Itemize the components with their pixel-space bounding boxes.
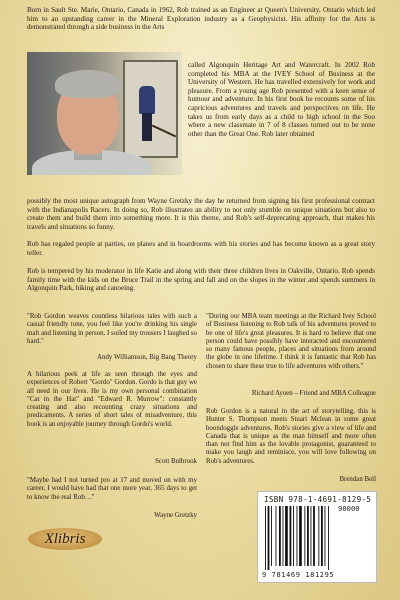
bio-paragraph-family: Rob is tempered by his moderator in life Katie and along with their three children lives in Oakville, Ontario. Rob spends family time with the kids on the Bruce Trail in the spring and fall and on the slopes in the winter and spends summers in Algonquin Park, hiking and canoeing. (27, 267, 375, 293)
testimonial-quote: "Maybe had I not turned pro at 17 and moved on with my career, I would have had that one more year, 365 days to get to know the real Rob…" (27, 477, 197, 501)
testimonial-quote: "Rob Gordon weaves countless hilarious tales with such a casual friendly tone, you feel like you're drinking his single malt and listening in person. I soiled my trousers I laughed so hard." (27, 313, 197, 345)
testimonial-author: Andy Williamson, Big Bang Theory (97, 354, 197, 361)
isbn-barcode (257, 491, 377, 583)
testimonial-quote: Rob Gordon is a natural in the art of storytelling, this is Hunter S. Thompson meets Stuart Mclean in some great boondoggle adventures. Rob's stories give a view of life and Canada that is unique as the man himself and more often than not find him as the lovable protagonist, guaranteed to make you laugh and reminisce, you will love following on Rob's adventures. (206, 408, 376, 465)
barcode-bar (271, 506, 272, 566)
testimonial-author: Richard Ayuen – Friend and MBA Colleague (251, 390, 376, 397)
barcode-bars (264, 506, 334, 570)
barcode-bar (325, 506, 326, 566)
price-code: 90000 (338, 504, 360, 513)
barcode-bar (297, 506, 298, 566)
barcode-bar (328, 506, 329, 570)
barcode-bar (276, 506, 277, 566)
testimonial-quote: A hilarious peek at life as seen through the eyes and experiences of Robert "Gordo" Gordon. Gordo is that guy we all need in our lives. He is my own personal combination "Cat in the Hat" and "Edward R. Murrow": constantly creating and also recounting crazy situations and predicaments. A series of short tales of misadventure, this book is an enjoyable journey through Gordo's world. (27, 371, 197, 428)
barcode-bar (311, 506, 312, 566)
barcode-bar (265, 506, 266, 570)
isbn-number: ISBN 978-1-4691-8129-5 (264, 495, 372, 504)
bio-paragraph-right: called Algonquin Heritage Art and Watercraft. In 2002 Rob completed his MBA at the IVEY School of Business at the University of Western. He has travelled extensively for work and pleasure. From a young age Rob presented with a keen sense of humour and adventure. In his first book he recounts some of his capricious adventures and travels and perspectives on life. He takes us from early days as a child to high school in the Soo where a new classmate in 7 of 8 classes turned out to be none other than the Great One. Rob later obtained (188, 61, 375, 138)
barcode-bar (313, 506, 315, 566)
hockey-player-figure (139, 86, 155, 114)
hockey-player-legs (142, 113, 152, 141)
barcode-bar (268, 506, 270, 570)
bio-paragraph-wide: possibly the most unique autograph from Wayne Gretzky the day he returned from signing his first professional contract with the Indianapolis Racers. In doing so, Rob illustrates an ability to not only stumble on unique situations but also to create them and build them into something more. It is this theme, and Rob's self-deprecating approach, that makes his travels and situations so funny. (27, 197, 375, 231)
author-photo (27, 52, 182, 175)
bio-paragraph-top: Born in Sault Ste. Marie, Ontario, Canada in 1962, Rob trained as an Engineer at Queen's University, Ontario which led him to an upstanding career in the Mineral Exploration industry as a Geophysicist. His affinity for the Arts is demonstrated through a side business in the Arts (27, 6, 375, 32)
bio-paragraph-storyteller: Rob has regaled people at parties, on planes and in boardrooms with his stories and has become known as a great story teller. (27, 240, 375, 257)
barcode-bar (290, 506, 292, 566)
barcode-bar (285, 506, 288, 566)
author-hair (55, 70, 121, 98)
barcode-bar (299, 506, 302, 566)
barcode-bar (304, 506, 305, 566)
barcode-bar (293, 506, 294, 566)
testimonial-author: Brendan Bell (339, 476, 376, 483)
barcode-bar (307, 506, 309, 566)
testimonial-author: Scott Bulbrook (155, 458, 197, 465)
testimonial-author: Wayne Gretzky (154, 512, 197, 519)
barcode-bar (321, 506, 323, 566)
publisher-logo-text: Xlibris (44, 531, 86, 547)
testimonial-quote: "During our MBA team meetings at the Richard Ivey School of Business listening to Rob talk of his adventures proved to be one of life's great pleasures. It is hard to believe that one person could have possibly have interacted and encountered so many famous people, places and situations from around the globe in one lifetime. I think it is fantastic that Rob has chosen to share these true to life adventures with others." (206, 313, 376, 370)
barcode-bar (318, 506, 319, 566)
barcode-bar (279, 506, 281, 566)
barcode-digits: 9 781469 181295 (262, 571, 335, 579)
barcode-bar (283, 506, 284, 566)
